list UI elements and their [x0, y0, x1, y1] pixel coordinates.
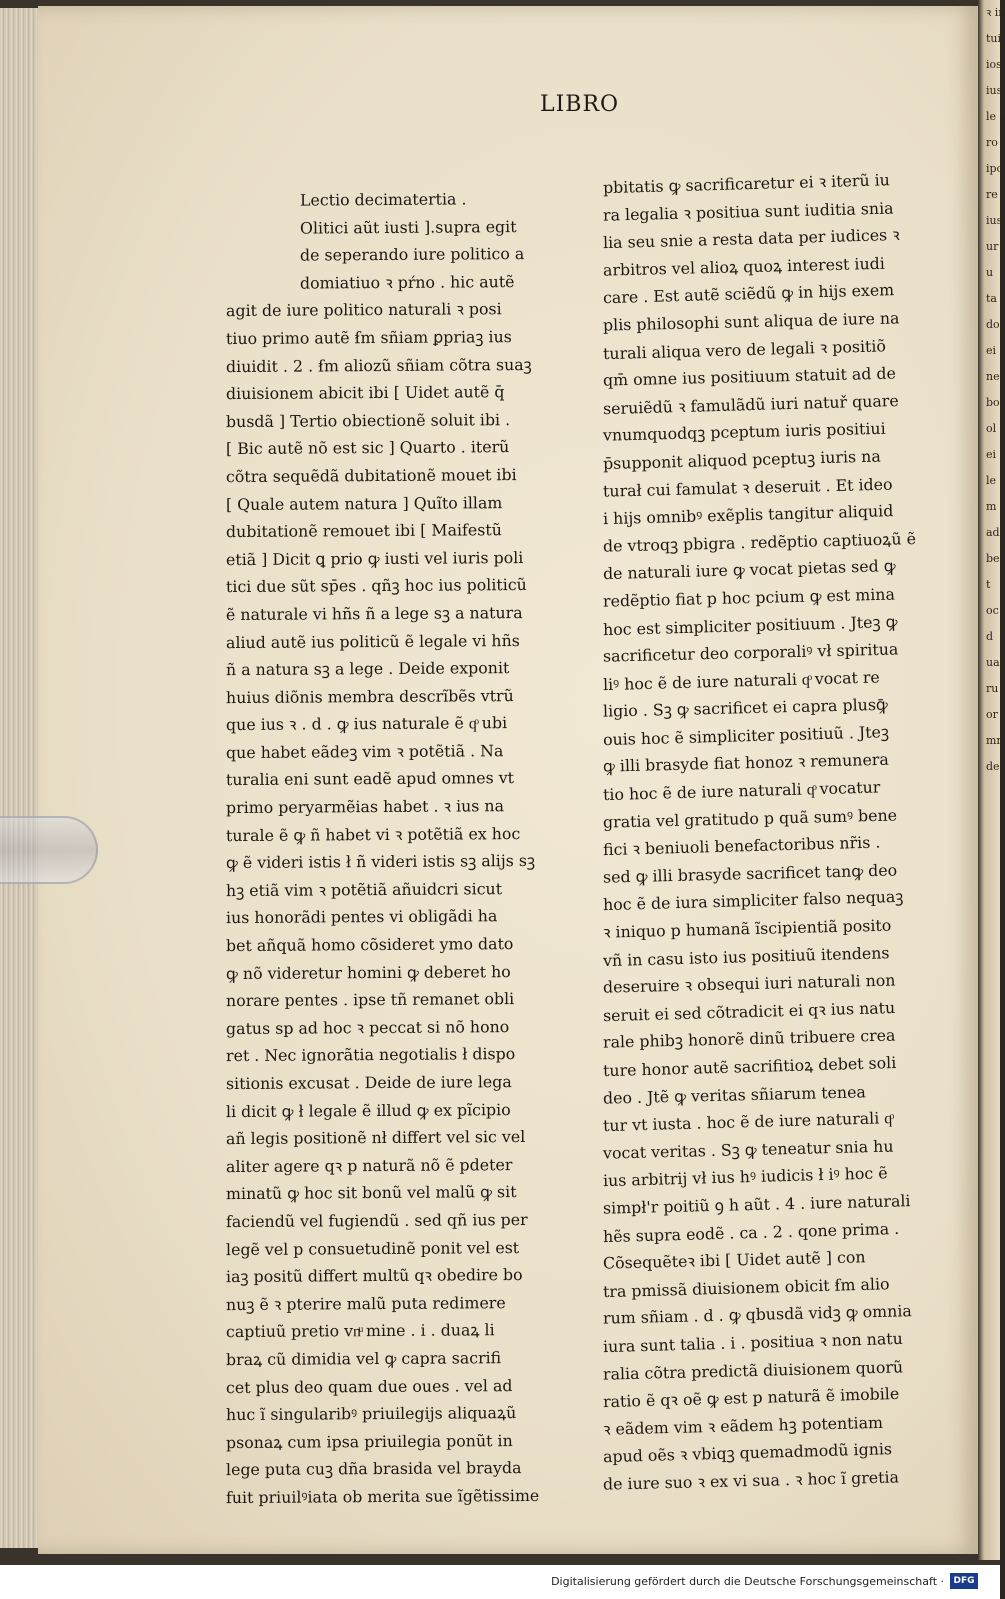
text-line: diuisionem abicit ibi [ Uidet autẽ q̄: [225, 382, 505, 404]
text-line: care . Est autẽ sciẽdũ ꝙ in hijs exem: [602, 280, 895, 308]
text-line: ẽ naturale vi hñs ñ a lege sꝫ a natura: [225, 602, 523, 624]
text-line: legẽ vel p consuetudinẽ ponit vel est: [225, 1237, 520, 1259]
adjacent-page: [978, 0, 1005, 1560]
adjacent-text-fragment: or: [986, 708, 998, 721]
text-line: añ legis positionẽ nł differt vel sic vel: [225, 1127, 526, 1149]
adjacent-text-fragment: ipo: [986, 162, 1004, 175]
text-line: hoc ẽ de iura simpliciter falso nequaꝫ: [602, 887, 904, 915]
text-line: i hijs omnibꝰ exẽplis tangitur aliquid: [602, 501, 894, 529]
text-line: li dicit ꝙ ł legale ẽ illud ꝙ ex pĩcipio: [225, 1099, 511, 1121]
text-line: ꝙ nõ videretur homini ꝙ deberet ho: [225, 961, 511, 983]
text-line: fuit priuilꝰiata ob merita sue ĩgẽtissime: [225, 1485, 540, 1507]
text-line: que ius ꝛ . d . ꝙ ius naturale ẽ qͦ ubi: [225, 713, 508, 735]
text-line: vocat veritas . Sꝫ ꝙ teneatur snia hu: [602, 1136, 894, 1163]
text-line: captiuũ pretio vnͧ mine . i . duaꝝ li: [225, 1320, 495, 1342]
adjacent-text-fragment: ro: [986, 136, 998, 149]
adjacent-text-fragment: ua: [986, 656, 1000, 669]
adjacent-text-fragment: ru: [986, 682, 999, 695]
text-line: ꝙ ẽ videri istis ł ñ videri istis sꝫ alijs sꝫ: [225, 851, 536, 873]
text-line: deseruire ꝛ obsequi iuri naturali non: [602, 970, 896, 997]
text-line: seruit ei sed cõtradicit ei qꝛ ius natu: [602, 997, 896, 1025]
text-line: huc ĩ singularibꝰ priuilegijs aliquaꝝũ: [225, 1403, 517, 1425]
text-line: vnumquodqꝫ pceptum iuris positiui: [602, 419, 886, 446]
text-line: sed ꝙ illi brasyde sacrificet tanꝙ deo: [602, 860, 898, 887]
text-line: de vtroqꝫ pbigra . redẽptio captiuoꝝũ ẽ: [602, 528, 917, 556]
text-line: seruiẽdũ ꝛ famulãdũ iuri natuř quare: [602, 390, 899, 418]
text-line: tiuo primo autẽ ẜm sñiam ꝑpriaꝫ ius: [225, 327, 512, 349]
text-line: ꝛ iniquo p humanã ĩscipientiã posito: [602, 915, 892, 942]
text-line: sitionis excusat . Deide de iure lega: [225, 1072, 512, 1094]
adjacent-text-fragment: ꝛ in: [986, 6, 1005, 19]
text-line: Cõsequẽteꝛ ibi [ Uidet autẽ ] con: [602, 1247, 866, 1273]
text-line: bet añquã homo cõsideret ymo dato: [225, 934, 514, 956]
text-line: ralia cõtra predictã diuisionem quorũ: [602, 1356, 904, 1384]
text-line: de seperando iure politico a: [299, 244, 525, 265]
text-line: busdã ] Tertio obiectionẽ soluit ibi .: [225, 409, 511, 431]
text-line: nuꝫ ẽ ꝛ pterire malũ puta redimere: [225, 1292, 506, 1314]
text-line: ture honor autẽ sacrifitioꝝ debet soli: [602, 1053, 897, 1081]
text-line: tur vt iusta . hoc ẽ de iure naturali qͦ: [602, 1108, 893, 1136]
text-line: deo . Jtẽ ꝙ veritas sñiarum tenea: [602, 1081, 867, 1108]
text-line: rum sñiam . d . ꝙ qbusdã vidꝫ ꝙ omnia: [602, 1301, 913, 1329]
text-line: pbitatis ꝙ sacrificaretur ei ꝛ iterũ iu: [602, 170, 891, 198]
text-line: domiatiuo ꝛ pŕno . hic autẽ: [299, 271, 515, 293]
text-column-left: [226, 186, 538, 1511]
text-line: p̄supponit aliquod pceptuꝫ iuris na: [602, 446, 881, 474]
text-line: ligio . Sꝫ ꝙ sacrificet ei capra plusꝙ̄: [602, 694, 889, 721]
adjacent-text-fragment: tui: [986, 32, 1002, 45]
text-line: gratia vel gratitudo p quã sumꝰ bene: [602, 805, 898, 832]
text-line: braꝝ cũ dimidia vel ꝙ capra sacrifi: [225, 1348, 502, 1370]
text-line: iura sunt talia . i . positiua ꝛ non natu: [602, 1328, 904, 1357]
text-line: ius honorãdi pentes vi obligãdi ha: [225, 906, 498, 928]
text-line: etiã ] Dicit ꝗ prio ꝙ iusti vel iuris poli: [225, 547, 524, 569]
adjacent-text-fragment: ios: [986, 58, 1002, 71]
adjacent-text-fragment: d: [986, 630, 994, 643]
text-line: turale ẽ ꝙ ñ habet vi ꝛ potẽtiã ex hoc: [225, 823, 521, 845]
text-line: norare pentes . ipse tñ remanet obli: [225, 989, 515, 1011]
text-line: tio hoc ẽ de iure naturali qͦ vocatur: [602, 777, 881, 805]
text-line: liꝰ hoc ẽ de iure naturali qͦ vocat re: [602, 667, 881, 694]
text-line: [ Quale autem natura ] Quĩto illam: [225, 492, 503, 514]
adjacent-text-fragment: ta: [986, 292, 997, 305]
adjacent-text-fragment: ei: [986, 344, 997, 357]
text-line: arbitros vel alioꝝ quoꝝ interest iudi: [602, 253, 886, 280]
text-line: gatus sp ad hoc ꝛ peccat si nõ hono: [225, 1016, 510, 1038]
adjacent-text-fragment: m: [986, 500, 997, 513]
adjacent-text-fragment: ius: [986, 84, 1003, 97]
text-line: aliter agere qꝛ p naturã nõ ẽ pdeter: [225, 1154, 513, 1176]
text-line: plis philosophi sunt aliqua de iure na: [602, 308, 900, 335]
adjacent-text-fragment: be: [986, 552, 1000, 565]
text-line: tici due sũt sp̄es . qñꝫ hoc ius politicũ: [225, 575, 527, 597]
text-line: lia seu snie a resta data per iudices ꝛ: [602, 225, 900, 253]
text-line: ꝛ eãdem vim ꝛ eãdem hꝫ potentiam: [602, 1412, 884, 1439]
text-line: vñ in casu isto ius positiuũ itendens: [602, 942, 890, 970]
adjacent-text-fragment: ol: [986, 422, 997, 435]
adjacent-text-fragment: t: [986, 578, 991, 591]
footer-bar: [0, 1565, 1000, 1599]
running-head: LIBRO: [540, 92, 620, 117]
text-line: ouis hoc ẽ simpliciter positiuũ . Jteꝫ: [602, 722, 890, 750]
text-line: redẽptio fiat p hoc pcium ꝙ est mina: [602, 584, 896, 611]
text-line: aliud autẽ ius politicũ ẽ legale vi hñs: [225, 630, 520, 652]
adjacent-text-fragment: ius: [986, 214, 1003, 227]
adjacent-text-fragment: ur: [986, 240, 999, 253]
adjacent-text-fragment: mn: [986, 734, 1004, 747]
page-clip: [0, 816, 98, 884]
text-line: ret . Nec ignorãtia negotialis ł dispo: [225, 1044, 516, 1066]
adjacent-text-fragment: oc: [986, 604, 999, 617]
text-line: turali aliqua vero de legali ꝛ positiõ: [602, 335, 887, 363]
text-line: minatũ ꝙ hoc sit bonũ vel malũ ꝙ sit: [225, 1182, 517, 1204]
text-line: turał cui famulat ꝛ deseruit . Et ideo: [602, 474, 893, 501]
text-line: turalia eni sunt eadẽ apud omnes vt: [225, 768, 515, 790]
adjacent-text-fragment: le: [986, 474, 997, 487]
adjacent-text-fragment: ad: [986, 526, 1000, 539]
text-line: que habet eãdeꝫ vim ꝛ potẽtiã . Na: [225, 741, 504, 762]
adjacent-text-fragment: do: [986, 318, 1000, 331]
text-line: ius arbitrij vł ius hꝰ iudicis ł iꝰ hoc ẽ: [602, 1163, 888, 1191]
text-line: agit de iure politico naturali ꝛ posi: [225, 299, 502, 321]
text-column-right: [602, 170, 917, 1495]
text-line: de naturali iure ꝙ vocat pietas sed ꝙ: [602, 556, 896, 584]
text-line: hꝫ etiã vim ꝛ potẽtiã añuidcri sicut: [225, 879, 503, 900]
text-line: qm̄ omne ius positiuum statuit ad de: [602, 363, 897, 390]
adjacent-text-fragment: u: [986, 266, 994, 279]
text-line: dubitationẽ remouet ibi [ Maifestũ: [225, 520, 502, 542]
text-line: huius diõnis membra descrĩbẽs vtrũ: [225, 685, 514, 707]
text-line: ratio ẽ qꝛ oẽ ꝙ est p naturã ẽ imobile: [602, 1384, 900, 1412]
adjacent-text-fragment: de: [986, 760, 1000, 773]
text-line: iaꝫ positũ differt multũ qꝛ obedire bo: [225, 1265, 523, 1287]
text-line: faciendũ vel fugiendũ . sed qñ ius per: [225, 1209, 528, 1232]
text-line: diuidit . 2 . ẜm aliozũ sñiam cõtra suaꝫ: [225, 354, 532, 376]
text-line: hẽs supra eodẽ . ca . 2 . qone prima .: [602, 1218, 900, 1246]
text-line: hoc est simpliciter positiuum . Jteꝫ ꝙ: [602, 611, 898, 639]
page-stack-edge: [0, 8, 41, 1548]
text-line: Olitici aũt iusti ].supra egit: [299, 216, 517, 238]
footer-credit: Digitalisierung gefördert durch die Deutsche Forschungsgemeinschaft ·: [551, 1575, 944, 1588]
adjacent-text-fragment: ei: [986, 448, 997, 461]
adjacent-text-fragment: le s: [986, 110, 1005, 123]
text-line: de iure suo ꝛ ex vi sua . ꝛ hoc ĩ gretia: [602, 1467, 900, 1494]
text-line: lege puta cuꝫ dña brasida vel brayda: [225, 1458, 522, 1480]
text-line: fici ꝛ beniuoli benefactoribus nr̃is .: [602, 832, 881, 860]
dfg-logo: DFG: [950, 1573, 978, 1589]
text-line: sacrificetur deo corporaliꝰ vł spiritua: [602, 639, 899, 666]
text-line: psonaꝝ cum ipsa priuilegia ponũt in: [225, 1430, 513, 1452]
text-line: ra legalia ꝛ positiua sunt iuditia snia: [602, 198, 894, 225]
text-line: ñ a natura sꝫ a lege . Deide exponit: [225, 658, 510, 680]
text-line: [ Bic autẽ nõ est sic ] Quarto . iterũ: [225, 437, 510, 459]
text-line: rale phibꝫ honorẽ dinũ tribuere crea: [602, 1025, 896, 1053]
text-line: simpł'r poitiũ ꝯ h aũt . 4 . iure naturali: [602, 1191, 911, 1218]
text-line: tra pmissã diuisionem obicit ẜm alio: [602, 1273, 890, 1301]
text-line: cet plus deo quam due oues . vel ad: [225, 1375, 513, 1397]
text-line: ꝙ illi brasyde fiat honoz ꝛ remunera: [602, 750, 889, 777]
text-line: Lectio decimatertia .: [299, 189, 467, 210]
text-line: cõtra sequẽdã dubitationẽ mouet ibi: [225, 464, 517, 487]
adjacent-text-fragment: bo: [986, 396, 1000, 409]
adjacent-text-fragment: re: [986, 188, 998, 201]
text-line: primo peryarmẽias habet . ꝛ ius na: [225, 796, 505, 818]
text-line: apud oẽs ꝛ vbiqꝫ quemadmodũ ignis: [602, 1439, 893, 1467]
adjacent-text-fragment: ne: [986, 370, 1000, 383]
